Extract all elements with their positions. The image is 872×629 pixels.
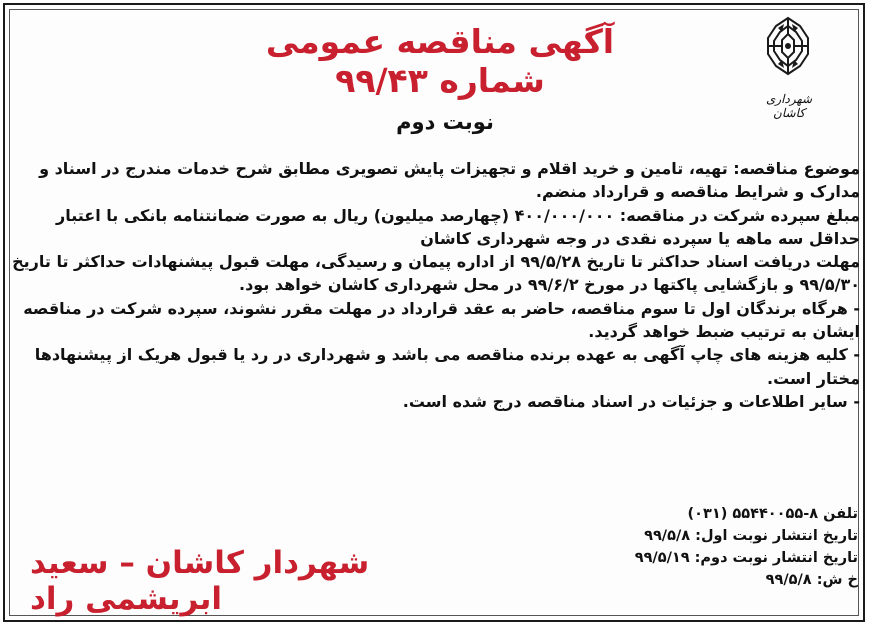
notice-subtitle: نوبت دوم bbox=[396, 110, 494, 134]
first-publish-date: تاریخ انتشار نوبت اول: ۹۹/۵/۸ bbox=[644, 528, 858, 544]
paragraph-forfeit: - هرگاه برندگان اول تا سوم مناقصه، حاضر به عقد قرارداد در مهلت مقرر نشوند، سپرده شرکت در مناقصه ایشان به ترتیب ضبط خواهد گردید. bbox=[23, 298, 860, 342]
logo-caption: شهرداری کاشان bbox=[765, 92, 813, 120]
notice-title: آگهی مناقصه عمومی شماره ۹۹/۴۳ bbox=[265, 22, 615, 100]
paragraph-deposit: مبلغ سپرده شرکت در مناقصه: ۴۰۰/۰۰۰/۰۰۰ (چهارصد میلیون) ریال به صورت ضمانتنامه بانکی با اعتبار حداقل سه ماهه یا سپرده نقدی در وجه شهرداری کاشان bbox=[55, 205, 860, 248]
notice-body bbox=[12, 157, 860, 413]
second-publish-date: تاریخ انتشار نوبت دوم: ۹۹/۵/۱۹ bbox=[634, 550, 858, 566]
phone-number: تلفن ۸-۵۵۴۴۰۰۵۵ (۰۳۱) bbox=[687, 506, 858, 522]
paragraph-subject: موضوع مناقصه: تهیه، تامین و خرید اقلام و تجهیزات پایش تصویری مطابق شرح خدمات مندرج در اسناد و مدارک و شرایط مناقصه و قرارداد منضم. bbox=[39, 159, 860, 202]
paragraph-costs: - کلیه هزینه های چاپ آگهی به عهده برنده مناقصه می باشد و شهرداری در رد یا قبول هریک از پیشنهادها مختار است. bbox=[34, 345, 860, 388]
mayor-signature: شهردار کاشان – سعید ابریشمی راد bbox=[30, 545, 370, 617]
paragraph-other-info: - سایر اطلاعات و جزئیات در اسناد مناقصه درج شده است. bbox=[402, 391, 860, 411]
publish-info bbox=[560, 503, 858, 591]
reference-code: خ ش: ۹۹/۵/۸ bbox=[765, 572, 858, 588]
kashan-municipality-emblem-icon bbox=[756, 14, 820, 78]
paragraph-deadlines: مهلت دریافت اسناد حداکثر تا تاریخ ۹۹/۵/۲۸ از اداره پیمان و رسیدگی، مهلت قبول پیشنهادات حداکثر تا تاریخ ۹۹/۵/۳۰ و بازگشایی پاکتها در مورخ ۹۹/۶/۲ در محل شهرداری کاشان خواهد بود. bbox=[12, 252, 860, 295]
